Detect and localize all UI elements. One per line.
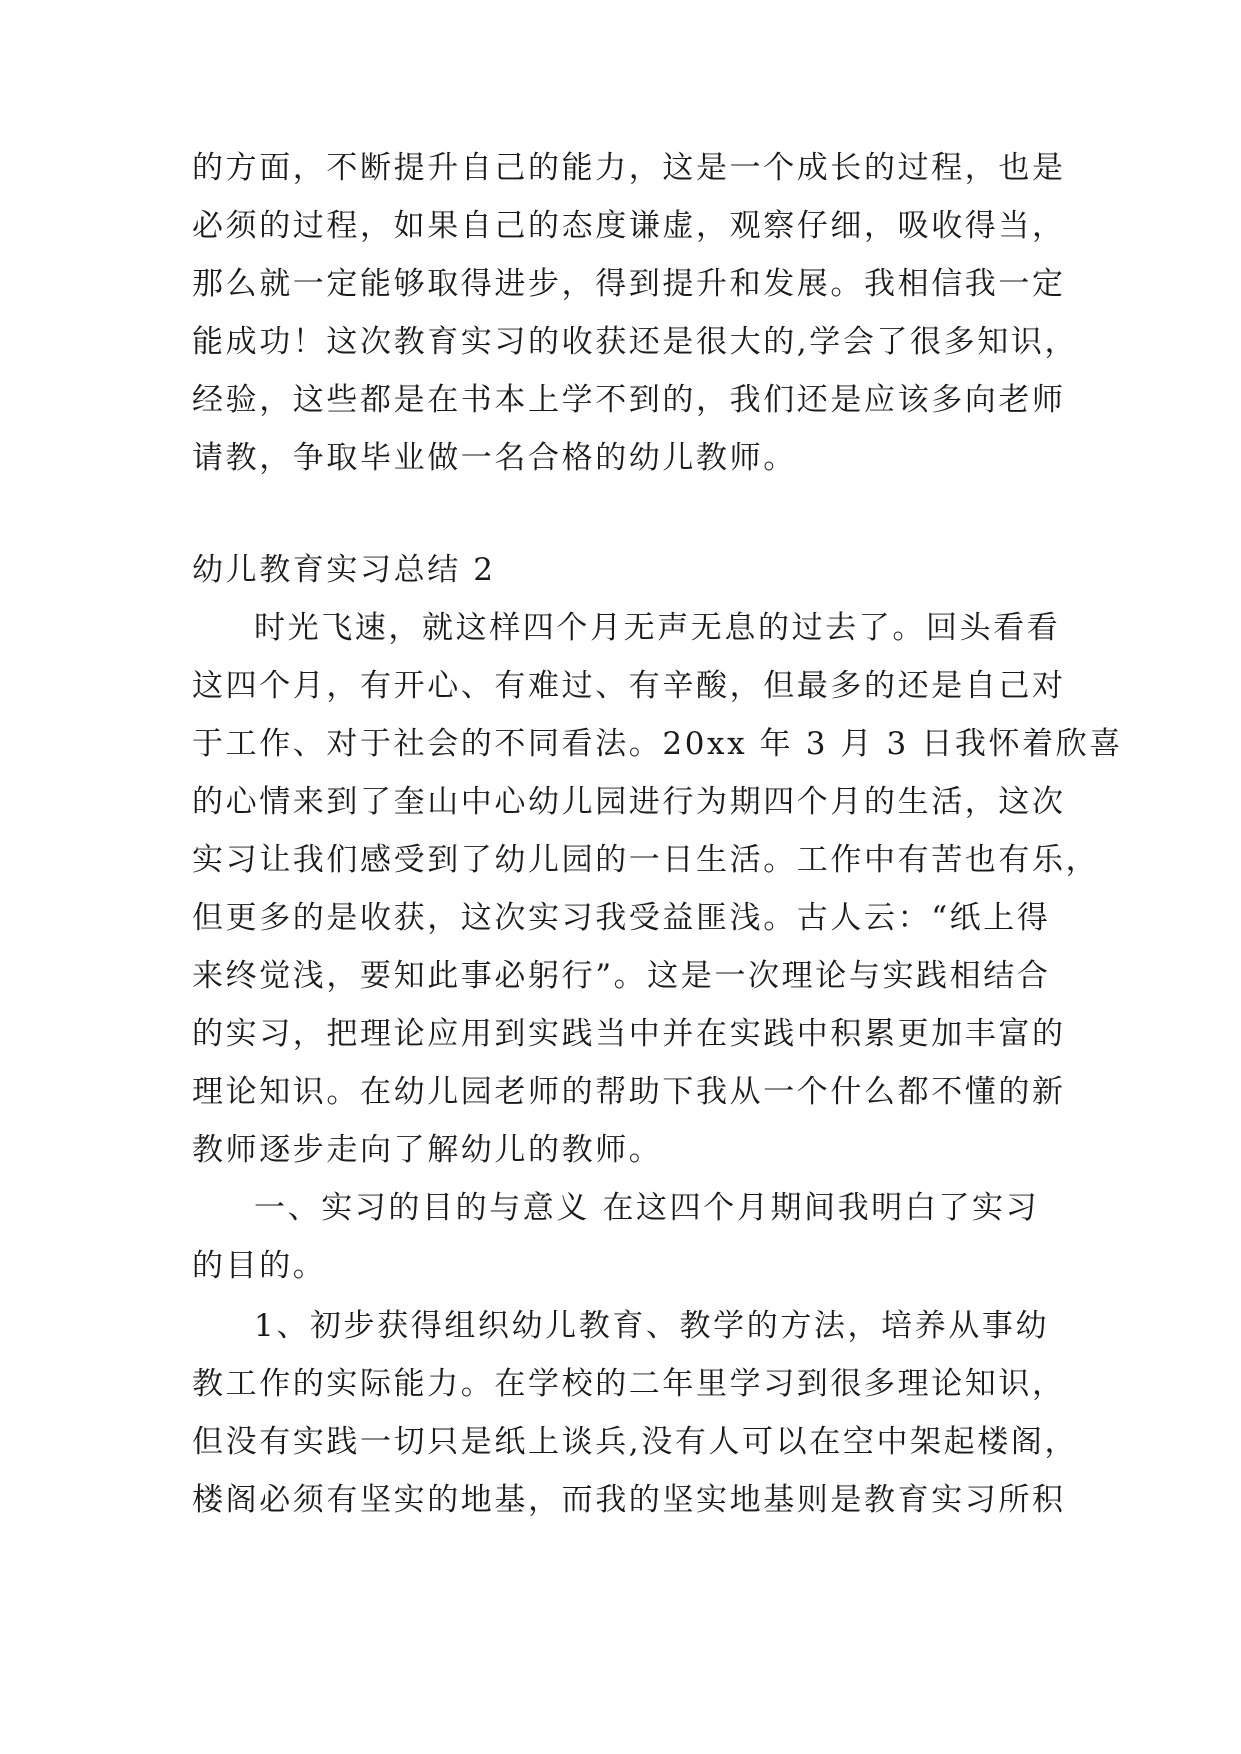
text-line: 能成功！这次教育实习的收获还是很大的,学会了很多知识， <box>192 324 1079 360</box>
text-line: 时光飞速，就这样四个月无声无息的过去了。回头看看 <box>254 610 1061 646</box>
text-line: 理论知识。在幼儿园老师的帮助下我从一个什么都不懂的新 <box>192 1074 1066 1110</box>
text-line: 1、初步获得组织幼儿教育、教学的方法，培养从事幼 <box>254 1308 1050 1344</box>
text-line: 于工作、对于社会的不同看法。20xx 年 3 月 3 日我怀着欣喜 <box>192 726 1123 762</box>
text-line: 一、实习的目的与意义 在这四个月期间我明白了实习 <box>254 1190 1040 1226</box>
text-line: 实习让我们感受到了幼儿园的一日生活。工作中有苦也有乐， <box>192 842 1100 878</box>
text-line: 这四个月，有开心、有难过、有辛酸，但最多的还是自己对 <box>192 668 1066 704</box>
text-line: 必须的过程，如果自己的态度谦虚，观察仔细，吸收得当， <box>192 208 1066 244</box>
text-line: 来终觉浅，要知此事必躬行”。这是一次理论与实践相结合 <box>192 958 1051 994</box>
text-line: 经验，这些都是在书本上学不到的，我们还是应该多向老师 <box>192 382 1066 418</box>
text-line: 那么就一定能够取得进步，得到提升和发展。我相信我一定 <box>192 266 1066 302</box>
text-line: 的方面，不断提升自己的能力，这是一个成长的过程，也是 <box>192 150 1066 186</box>
text-line: 但没有实践一切只是纸上谈兵,没有人可以在空中架起楼阁， <box>192 1424 1079 1460</box>
text-line: 请教，争取毕业做一名合格的幼儿教师。 <box>192 440 797 476</box>
text-line: 的实习，把理论应用到实践当中并在实践中积累更加丰富的 <box>192 1016 1066 1052</box>
text-line: 教工作的实际能力。在学校的二年里学习到很多理论知识， <box>192 1366 1066 1402</box>
text-line: 但更多的是收获，这次实习我受益匪浅。古人云：“纸上得 <box>192 900 1051 936</box>
text-line: 楼阁必须有坚实的地基，而我的坚实地基则是教育实习所积 <box>192 1482 1066 1518</box>
text-line: 教师逐步走向了解幼儿的教师。 <box>192 1132 663 1168</box>
text-line: 的心情来到了奎山中心幼儿园进行为期四个月的生活，这次 <box>192 784 1066 820</box>
text-line: 的目的。 <box>192 1248 327 1284</box>
section-title: 幼儿教育实习总结 2 <box>192 552 496 588</box>
